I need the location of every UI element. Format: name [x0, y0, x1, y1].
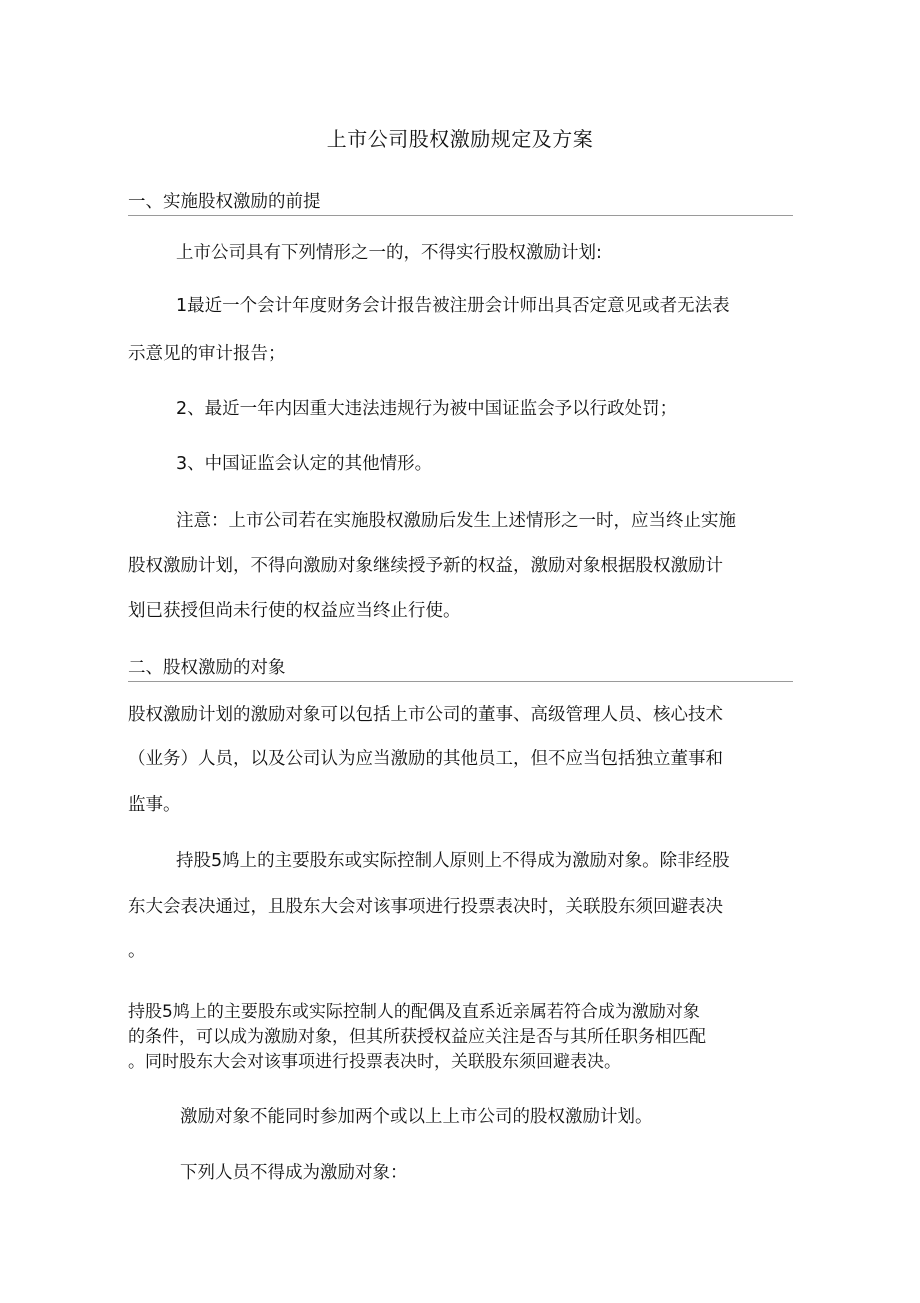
section-heading-recipients: 二、股权激励的对象 [128, 655, 793, 682]
paragraph-4: 激励对象不能同时参加两个或以上上市公司的股权激励计划。 [180, 1107, 653, 1127]
note-line-2: 股权激励计划，不得向激励对象继续授予新的权益，激励对象根据股权激励计 [128, 556, 723, 576]
paragraph-2-line-1: 持股5鸠上的主要股东或实际控制人原则上不得成为激励对象。除非经股 [176, 851, 730, 871]
paragraph-intro: 上市公司具有下列情形之一的，不得实行股权激励计划: [176, 243, 602, 263]
note-line-1: 注意：上市公司若在实施股权激励后发生上述情形之一时，应当终止实施 [176, 511, 736, 531]
paragraph-1-line-1: 股权激励计划的激励对象可以包括上市公司的董事、高级管理人员、核心技术 [128, 705, 723, 725]
paragraph-5: 下列人员不得成为激励对象： [180, 1163, 408, 1183]
paragraph-1-line-2: （业务）人员，以及公司认为应当激励的其他员工，但不应当包括独立董事和 [128, 749, 723, 769]
paragraph-2-line-3: 。 [128, 941, 146, 961]
paragraph-2-line-2: 东大会表决通过，且股东大会对该事项进行投票表决时，关联股东须回避表决 [128, 897, 723, 917]
paragraph-3-line-1: 持股5鸠上的主要股东或实际控制人的配偶及直系近亲属若符合成为激励对象 [128, 1002, 700, 1022]
list-item-3: 3、中国证监会认定的其他情形。 [176, 454, 433, 474]
list-item-2: 2、最近一年内因重大违法违规行为被中国证监会予以行政处罚； [176, 399, 678, 419]
paragraph-3-line-2: 的条件，可以成为激励对象，但其所获授权益应关注是否与其所任职务相匹配 [128, 1027, 706, 1047]
note-line-3: 划已获授但尚未行使的权益应当终止行使。 [128, 601, 461, 621]
list-item-1-line-2: 示意见的审计报告； [128, 344, 286, 364]
paragraph-1-line-3: 监事。 [128, 795, 181, 815]
list-item-1-line-1: 1最近一个会计年度财务会计报告被注册会计师出具否定意见或者无法表 [176, 296, 730, 316]
section-heading-prerequisites: 一、实施股权激励的前提 [128, 189, 793, 216]
page-title: 上市公司股权激励规定及方案 [326, 127, 594, 151]
paragraph-3-line-3: 。同时股东大会对该事项进行投票表决时，关联股东须回避表决。 [128, 1052, 621, 1072]
